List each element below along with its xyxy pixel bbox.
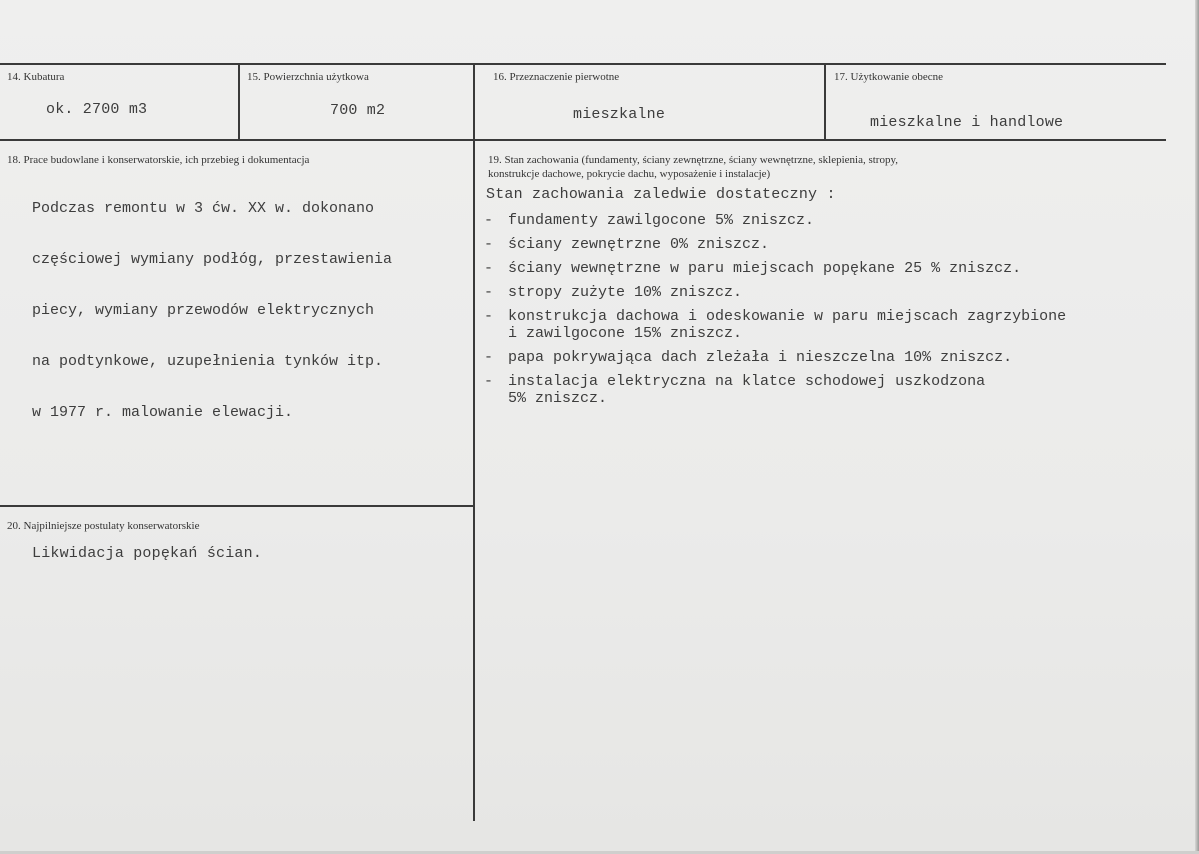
- field17-label: 17. Użytkowanie obecne: [834, 71, 944, 83]
- field18-line: w 1977 r. malowanie elewacji.: [32, 404, 294, 421]
- card-right-edge: [1195, 0, 1199, 854]
- dash-marker: -: [484, 308, 494, 325]
- dash-marker: -: [484, 260, 494, 277]
- field15-value: 700 m2: [330, 102, 386, 119]
- field18-line: piecy, wymiany przewodów elektrycznych: [32, 302, 375, 319]
- list-item: [484, 260, 1164, 277]
- field19-label-line1: 19. Stan zachowania (fundamenty, ściany zewnętrzne, ściany wewnętrzne, sklepienia, stropy,: [488, 154, 899, 166]
- field17-value: mieszkalne i handlowe: [870, 114, 1064, 131]
- list-item: [484, 349, 1164, 366]
- list-item: [484, 236, 1164, 253]
- condition-text: konstrukcja dachowa i odeskowanie w paru miejscach zagrzybione i zawilgocone 15% zniszcz.: [508, 308, 1067, 342]
- dash-marker: -: [484, 236, 494, 253]
- condition-text: ściany wewnętrzne w paru miejscach popękane 25 % zniszcz.: [508, 260, 1022, 277]
- field15-label: 15. Powierzchnia użytkowa: [247, 71, 369, 83]
- dash-marker: -: [484, 373, 494, 390]
- dash-marker: -: [484, 212, 494, 229]
- field19-label-line2: konstrukcje dachowe, pokrycie dachu, wyposażenie i instalacje): [488, 168, 771, 180]
- condition-text: papa pokrywająca dach zleżała i nieszczelna 10% zniszcz.: [508, 349, 1013, 366]
- section18-bottom-rule: [0, 505, 474, 507]
- dash-marker: -: [484, 284, 494, 301]
- list-item: [484, 212, 1164, 229]
- condition-text: ściany zewnętrzne 0% zniszcz.: [508, 236, 770, 253]
- field18-label: 18. Prace budowlane i konserwatorskie, ich przebieg i dokumentacja: [7, 154, 310, 166]
- field19-condition-list: [484, 212, 1164, 414]
- field18-line: na podtynkowe, uzupełnienia tynków itp.: [32, 353, 384, 370]
- list-item: [484, 373, 1164, 407]
- field19-intro: Stan zachowania zaledwie dostateczny :: [486, 186, 836, 203]
- field14-label: 14. Kubatura: [7, 71, 65, 83]
- field16-label: 16. Przeznaczenie pierwotne: [493, 71, 620, 83]
- list-item: [484, 284, 1164, 301]
- field14-value: ok. 2700 m3: [46, 101, 148, 118]
- field18-line: Podczas remontu w 3 ćw. XX w. dokonano: [32, 200, 375, 217]
- field18-text: [32, 166, 392, 455]
- condition-text: fundamenty zawilgocone 5% zniszcz.: [508, 212, 815, 229]
- divider-main: [473, 63, 475, 821]
- condition-text: instalacja elektryczna na klatce schodowej uszkodzona 5% zniszcz.: [508, 373, 986, 407]
- field20-value: Likwidacja popękań ścian.: [32, 545, 263, 562]
- condition-text: stropy zużyte 10% zniszcz.: [508, 284, 743, 301]
- field20-label: 20. Najpilniejsze postulaty konserwatorskie: [7, 520, 200, 532]
- dash-marker: -: [484, 349, 494, 366]
- row1-bottom-rule: [0, 139, 1166, 141]
- field16-value: mieszkalne: [573, 106, 666, 123]
- list-item: [484, 308, 1164, 342]
- divider-14-15: [238, 63, 240, 140]
- divider-16-17: [824, 63, 826, 140]
- top-rule: [0, 63, 1166, 65]
- field18-line: częściowej wymiany podłóg, przestawienia: [32, 251, 393, 268]
